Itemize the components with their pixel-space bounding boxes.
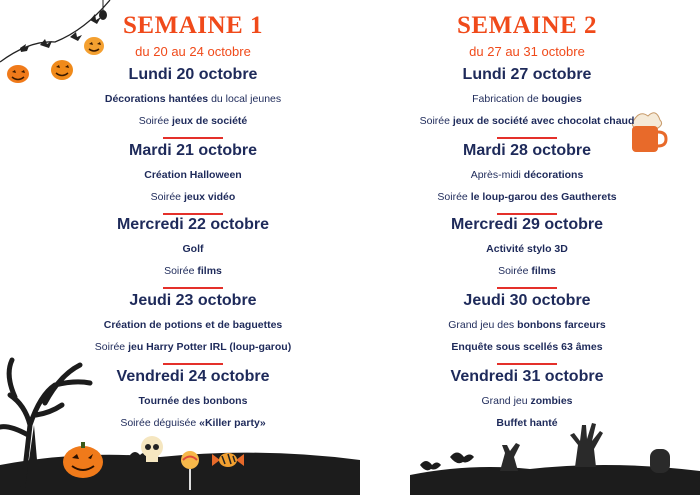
day-heading: Mardi 28 octobre xyxy=(462,142,592,159)
activity-line xyxy=(362,115,692,127)
activity-line xyxy=(28,265,358,277)
activity-text: Fabrication de xyxy=(472,93,542,105)
activity-highlight: Création Halloween xyxy=(144,169,242,181)
candy-icon xyxy=(208,448,248,472)
activity-line xyxy=(362,319,692,331)
activity-line xyxy=(28,115,358,127)
jack-o-lantern-icon xyxy=(60,440,106,480)
activity-line xyxy=(362,265,692,277)
activity-line xyxy=(28,395,358,407)
activity-text: Soirée xyxy=(138,115,172,127)
activity-highlight: jeux de société xyxy=(171,115,248,127)
activity-line xyxy=(28,341,358,353)
activity-line xyxy=(362,395,692,407)
activity-text: Soirée xyxy=(498,265,532,277)
week2-dates: du 27 au 31 octobre xyxy=(469,44,585,59)
activity-line xyxy=(28,93,358,105)
activity-text: Après-midi xyxy=(470,169,524,181)
activity-highlight: bougies xyxy=(541,93,582,105)
activity-line xyxy=(362,169,692,181)
day-heading: Vendredi 31 octobre xyxy=(450,368,604,385)
activity-highlight: Golf xyxy=(182,243,204,255)
activity-highlight: films xyxy=(197,265,222,277)
separator-line xyxy=(163,137,223,139)
week1-title: SEMAINE 1 xyxy=(123,12,263,39)
activity-highlight: zombies xyxy=(530,395,573,407)
activity-text: Soirée déguisée xyxy=(120,417,200,429)
activity-line xyxy=(28,191,358,203)
day-heading: Mercredi 22 octobre xyxy=(116,216,270,233)
activity-line xyxy=(362,341,692,353)
activity-highlight: jeux vidéo xyxy=(183,191,236,203)
activity-text: Grand jeu xyxy=(481,395,531,407)
separator-line xyxy=(497,213,557,215)
day-heading: Lundi 27 octobre xyxy=(462,66,592,83)
activity-text: Soirée xyxy=(437,191,471,203)
separator-line xyxy=(163,287,223,289)
activity-highlight: le loup-garou des Gautherets xyxy=(470,191,617,203)
activity-highlight: films xyxy=(531,265,556,277)
separator-line xyxy=(497,287,557,289)
week2-title: SEMAINE 2 xyxy=(457,12,597,39)
activity-line xyxy=(362,191,692,203)
activity-text: Grand jeu des xyxy=(448,319,518,331)
day-heading: Mardi 21 octobre xyxy=(128,142,258,159)
separator-line xyxy=(163,363,223,365)
activity-text: Soirée xyxy=(419,115,453,127)
activity-highlight: Décorations hantées xyxy=(104,93,209,105)
activity-highlight: Création de potions et de baguettes xyxy=(103,319,283,331)
activity-text: Soirée xyxy=(94,341,129,353)
activity-highlight: Activité stylo 3D xyxy=(486,243,568,255)
activity-highlight: bonbons farceurs xyxy=(517,319,606,331)
activity-highlight: Tournée des bonbons xyxy=(138,395,248,407)
activity-highlight: jeu Harry Potter IRL (loup-garou) xyxy=(128,341,292,353)
week1-dates: du 20 au 24 octobre xyxy=(135,44,251,59)
activity-line xyxy=(28,169,358,181)
separator-line xyxy=(163,213,223,215)
activity-line xyxy=(28,417,358,429)
activity-highlight: jeux de société avec chocolat chaud xyxy=(452,115,635,127)
activity-text: Soirée xyxy=(150,191,184,203)
day-heading: Jeudi 23 octobre xyxy=(129,292,257,309)
activity-line xyxy=(28,319,358,331)
activity-text: Soirée xyxy=(164,265,198,277)
activity-line xyxy=(28,243,358,255)
day-heading: Jeudi 30 octobre xyxy=(463,292,591,309)
activity-line xyxy=(362,93,692,105)
day-heading: Vendredi 24 octobre xyxy=(116,368,270,385)
activity-text: du local jeunes xyxy=(208,93,282,105)
activity-highlight: «Killer party» xyxy=(199,417,266,429)
activity-line xyxy=(362,417,692,429)
activity-line xyxy=(362,243,692,255)
activity-highlight: décorations xyxy=(523,169,584,181)
skull-icon xyxy=(138,434,166,466)
activity-highlight: Enquête sous scellés 63 âmes xyxy=(451,341,603,353)
day-heading: Lundi 20 octobre xyxy=(128,66,258,83)
separator-line xyxy=(497,137,557,139)
separator-line xyxy=(497,363,557,365)
day-heading: Mercredi 29 octobre xyxy=(450,216,604,233)
activity-highlight: Buffet hanté xyxy=(496,417,558,429)
zombie-hand-icon xyxy=(500,423,603,471)
lollipop-icon xyxy=(178,450,202,490)
